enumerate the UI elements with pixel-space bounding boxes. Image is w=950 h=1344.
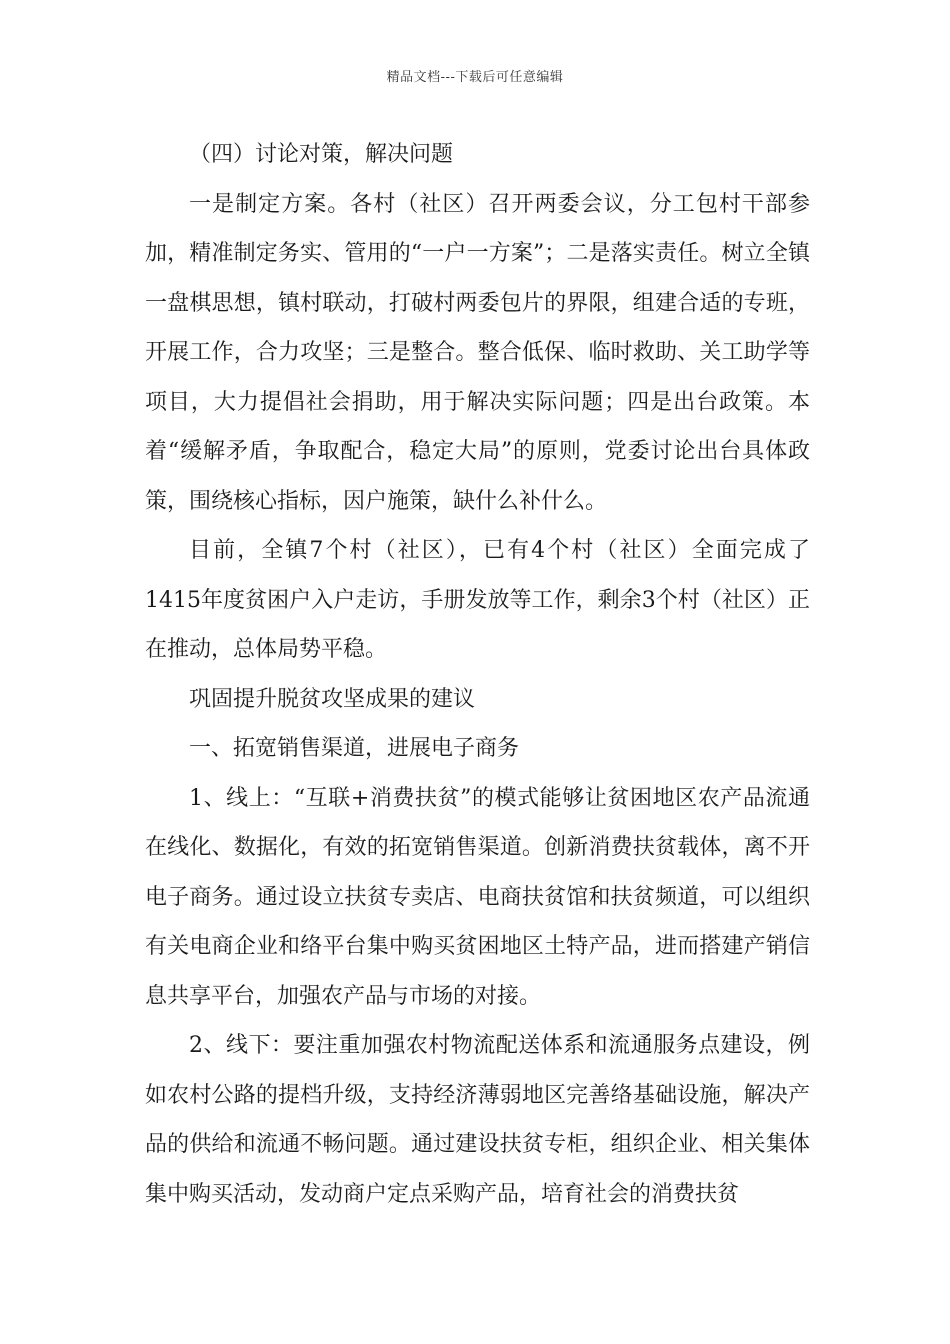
paragraph-measures: 一是制定方案。各村（社区）召开两委会议，分工包村干部参加，精准制定务实、管用的“一户一方案”；二是落实责任。树立全镇一盘棋思想，镇村联动，打破村两委包片的界限，组建合适的专班，开展工作，合力攻坚；三是整合。整合低保、临时救助、关工助学等项目，大力提倡社会捐助，用于解决实际问题；四是出台政策。本着“缓解矛盾，争取配合，稳定大局”的原则，党委讨论出台具体政策，围绕核心指标，因户施策，缺什么补什么。 [145, 191, 810, 514]
page-header: 精品文档---下载后可任意编辑 [386, 70, 564, 85]
paragraph-progress: 目前，全镇7个村（社区），已有4个村（社区）全面完成了1415年度贫困户入户走访，手册发放等工作，剩余3个村（社区）正在推动，总体局势平稳。 [145, 538, 810, 662]
paragraph-online: 1、线上：“互联+消费扶贫”的模式能够让贫困地区农产品流通在线化、数据化，有效的拓宽销售渠道。创新消费扶贫载体，离不开电子商务。通过设立扶贫专卖店、电商扶贫馆和扶贫频道，可以组织有关电商企业和络平台集中购买贫困地区土特产品，进而搭建产销信息共享平台，加强农产品与市场的对接。 [145, 785, 810, 1009]
document-body [145, 130, 810, 1219]
section-heading-4: （四）讨论对策，解决问题 [189, 142, 454, 167]
section-heading-suggestions: 巩固提升脱贫攻坚成果的建议 [189, 686, 476, 712]
paragraph-offline: 2、线下：要注重加强农村物流配送体系和流通服务点建设，例如农村公路的提档升级，支持经济薄弱地区完善络基础设施，解决产品的供给和流通不畅问题。通过建设扶贫专柜，组织企业、相关集体集中购买活动，发动商户定点采购产品，培育社会的消费扶贫 [145, 1033, 810, 1207]
section-heading-ecommerce: 一、拓宽销售渠道，进展电子商务 [189, 736, 520, 761]
